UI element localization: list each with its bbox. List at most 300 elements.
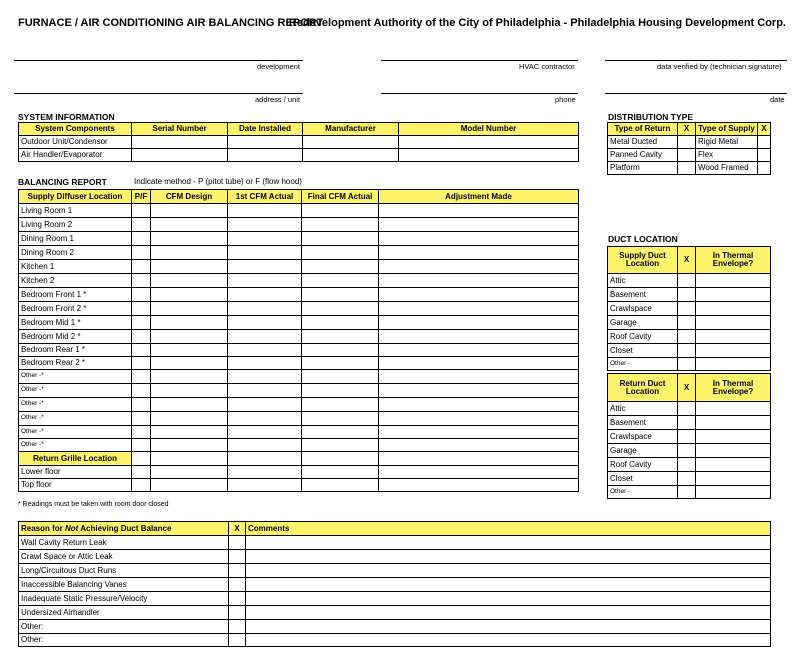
return-grille-heading: Return Grille Location	[19, 452, 132, 466]
adjustment-cell[interactable]	[379, 384, 579, 398]
cfm-design-cell[interactable]	[151, 246, 228, 260]
reasons-table	[18, 521, 771, 647]
first-cfm-cell[interactable]	[228, 232, 302, 246]
location-label: Dining Room 1	[19, 232, 132, 246]
comments-cell[interactable]	[246, 620, 771, 634]
pf-cell[interactable]	[132, 302, 151, 316]
duct-location-heading: DUCT LOCATION	[608, 234, 678, 244]
cfm-design-cell[interactable]	[151, 232, 228, 246]
table-row	[19, 232, 579, 246]
pf-cell[interactable]	[132, 398, 151, 412]
cfm-design-cell[interactable]	[151, 384, 228, 398]
component-label: Air Handler/Evaporator	[19, 149, 132, 162]
col-first-cfm-actual: 1st CFM Actual	[228, 190, 302, 204]
thermal-envelope-cell[interactable]	[696, 344, 771, 358]
location-label: Kitchen 1	[19, 260, 132, 274]
cfm-design-cell[interactable]	[151, 357, 228, 370]
hvac-contractor-line[interactable]	[381, 60, 578, 61]
location-label: Other -*	[19, 398, 132, 412]
location-label: Kitchen 2	[19, 274, 132, 288]
location-label: Bedroom Rear 1 *	[19, 344, 132, 357]
balancing-heading: BALANCING REPORT	[18, 177, 107, 187]
reason-prefix: Reason for	[21, 523, 66, 533]
comments-cell[interactable]	[246, 536, 771, 550]
table-row	[19, 578, 771, 592]
cfm-design-cell[interactable]	[151, 288, 228, 302]
pf-cell[interactable]	[132, 452, 151, 466]
adjustment-cell[interactable]	[379, 232, 579, 246]
pf-cell[interactable]	[132, 316, 151, 330]
adjustment-cell[interactable]	[379, 204, 579, 218]
supply-type-label: Rigid Metal	[696, 136, 758, 149]
pf-cell[interactable]	[132, 426, 151, 439]
reason-check-cell[interactable]	[229, 578, 246, 592]
duct-location-label: Attic	[608, 402, 678, 416]
cfm-design-cell[interactable]	[151, 260, 228, 274]
pf-cell[interactable]	[132, 384, 151, 398]
return-duct-table	[607, 373, 771, 499]
table-row	[19, 479, 579, 492]
thermal-envelope-cell[interactable]	[696, 274, 771, 288]
duct-location-label: Other -	[608, 486, 678, 499]
comments-cell[interactable]	[246, 550, 771, 564]
system-info-table	[18, 122, 579, 162]
col-adjustment-made: Adjustment Made	[379, 190, 579, 204]
model-cell[interactable]	[399, 149, 579, 162]
duct-check-cell[interactable]	[678, 330, 696, 344]
cfm-design-cell[interactable]	[151, 466, 228, 479]
location-label: Other -*	[19, 370, 132, 384]
development-line[interactable]	[14, 60, 303, 61]
adjustment-cell[interactable]	[379, 344, 579, 357]
reason-label: Other:	[19, 620, 229, 634]
first-cfm-cell[interactable]	[228, 384, 302, 398]
col-serial-number: Serial Number	[132, 123, 228, 136]
first-cfm-cell[interactable]	[228, 288, 302, 302]
table-row	[19, 149, 579, 162]
reason-label: Undersized Airhandler	[19, 606, 229, 620]
pf-cell[interactable]	[132, 344, 151, 357]
thermal-envelope-cell[interactable]	[696, 430, 771, 444]
reason-label: Inaccessible Balancing Vanes	[19, 578, 229, 592]
organization-name: Redevelopment Authority of the City of Philadelphia - Philadelphia Housing Development Corp.	[288, 17, 786, 29]
first-cfm-cell[interactable]	[228, 439, 302, 452]
adjustment-cell[interactable]	[379, 316, 579, 330]
table-row	[19, 412, 579, 426]
location-label: Bedroom Rear 2 *	[19, 357, 132, 370]
final-cfm-cell[interactable]	[302, 204, 379, 218]
supply-check-cell[interactable]	[758, 136, 771, 149]
location-label: Top floor	[19, 479, 132, 492]
date-line[interactable]	[605, 93, 787, 94]
duct-location-label: Attic	[608, 274, 678, 288]
final-cfm-cell[interactable]	[302, 274, 379, 288]
table-row	[19, 330, 579, 344]
table-row	[608, 149, 771, 162]
first-cfm-cell[interactable]	[228, 398, 302, 412]
thermal-envelope-cell[interactable]	[696, 358, 771, 371]
col-final-cfm-actual: Final CFM Actual	[302, 190, 379, 204]
reason-check-cell[interactable]	[229, 634, 246, 647]
first-cfm-cell[interactable]	[228, 412, 302, 426]
reason-suffix: Achieving Duct Balance	[78, 523, 172, 533]
first-cfm-cell[interactable]	[228, 246, 302, 260]
system-info-heading: SYSTEM INFORMATION	[18, 112, 115, 122]
table-row	[19, 452, 579, 466]
balancing-table	[18, 189, 579, 492]
serial-cell[interactable]	[132, 136, 228, 149]
duct-check-cell[interactable]	[678, 458, 696, 472]
report-title: FURNACE / AIR CONDITIONING AIR BALANCING REPORT	[18, 17, 324, 29]
table-row	[608, 302, 771, 316]
pf-cell[interactable]	[132, 260, 151, 274]
table-row	[19, 344, 579, 357]
cfm-design-cell[interactable]	[151, 479, 228, 492]
table-row	[608, 330, 771, 344]
table-row	[19, 302, 579, 316]
table-row	[19, 357, 579, 370]
adjustment-cell[interactable]	[379, 302, 579, 316]
duct-check-cell[interactable]	[678, 444, 696, 458]
table-row	[608, 430, 771, 444]
adjustment-cell[interactable]	[379, 479, 579, 492]
method-instruction: Indicate method - P (pitot tube) or F (flow hood)	[134, 177, 302, 186]
location-label: Dining Room 2	[19, 246, 132, 260]
supply-check-cell[interactable]	[758, 162, 771, 175]
duct-location-label: Other -	[608, 358, 678, 371]
cfm-design-cell[interactable]	[151, 330, 228, 344]
final-cfm-cell[interactable]	[302, 330, 379, 344]
final-cfm-cell[interactable]	[302, 398, 379, 412]
distribution-heading: DISTRIBUTION TYPE	[608, 112, 694, 122]
first-cfm-cell[interactable]	[228, 218, 302, 232]
comments-cell[interactable]	[246, 606, 771, 620]
final-cfm-cell[interactable]	[302, 218, 379, 232]
thermal-envelope-cell[interactable]	[696, 330, 771, 344]
verified-by-caption: data verified by (technician signature)	[657, 62, 782, 71]
col-supply-duct-location: Supply Duct Location	[608, 247, 678, 274]
thermal-envelope-cell[interactable]	[696, 288, 771, 302]
table-row	[19, 316, 579, 330]
cfm-design-cell[interactable]	[151, 302, 228, 316]
col-reason	[19, 522, 229, 536]
table-row	[19, 550, 771, 564]
table-row	[19, 384, 579, 398]
manufacturer-cell[interactable]	[303, 136, 399, 149]
adjustment-cell[interactable]	[379, 330, 579, 344]
final-cfm-cell[interactable]	[302, 246, 379, 260]
cfm-design-cell[interactable]	[151, 426, 228, 439]
table-row	[19, 136, 579, 149]
first-cfm-cell[interactable]	[228, 357, 302, 370]
cfm-design-cell[interactable]	[151, 274, 228, 288]
table-row	[608, 486, 771, 499]
duct-check-cell[interactable]	[678, 416, 696, 430]
final-cfm-cell[interactable]	[302, 466, 379, 479]
location-label: Other -*	[19, 439, 132, 452]
location-label: Other -*	[19, 384, 132, 398]
cfm-design-cell[interactable]	[151, 316, 228, 330]
address-caption: address / unit	[255, 95, 301, 104]
reason-label: Crawl Space or Attic Leak	[19, 550, 229, 564]
final-cfm-cell[interactable]	[302, 357, 379, 370]
cfm-design-cell[interactable]	[151, 398, 228, 412]
table-row	[608, 358, 771, 371]
date-cell[interactable]	[228, 136, 303, 149]
reason-check-cell[interactable]	[229, 606, 246, 620]
thermal-envelope-cell[interactable]	[696, 486, 771, 499]
first-cfm-cell[interactable]	[228, 426, 302, 439]
date-cell[interactable]	[228, 149, 303, 162]
col-supply-thermal-envelope: In Thermal Envelope?	[696, 247, 771, 274]
table-row	[19, 606, 771, 620]
reason-label: Wall Cavity Return Leak	[19, 536, 229, 550]
adjustment-cell[interactable]	[379, 466, 579, 479]
reason-check-cell[interactable]	[229, 536, 246, 550]
location-label: Lower floor	[19, 466, 132, 479]
table-row	[608, 472, 771, 486]
duct-location-label: Roof Cavity	[608, 330, 678, 344]
cfm-design-cell[interactable]	[151, 204, 228, 218]
adjustment-cell[interactable]	[379, 398, 579, 412]
table-row	[19, 260, 579, 274]
duct-location-label: Garage	[608, 316, 678, 330]
phone-caption: phone	[555, 95, 576, 104]
location-label: Other -*	[19, 426, 132, 439]
comments-cell[interactable]	[246, 592, 771, 606]
thermal-envelope-cell[interactable]	[696, 458, 771, 472]
final-cfm-cell[interactable]	[302, 479, 379, 492]
duct-location-label: Closet	[608, 472, 678, 486]
table-row	[19, 466, 579, 479]
location-label: Other -*	[19, 412, 132, 426]
final-cfm-cell[interactable]	[302, 426, 379, 439]
col-return-thermal-envelope: In Thermal Envelope?	[696, 374, 771, 402]
pf-cell[interactable]	[132, 439, 151, 452]
adjustment-cell[interactable]	[379, 439, 579, 452]
final-cfm-cell[interactable]	[302, 288, 379, 302]
reason-check-cell[interactable]	[229, 620, 246, 634]
thermal-envelope-cell[interactable]	[696, 472, 771, 486]
verified-by-line[interactable]	[605, 60, 787, 61]
adjustment-cell[interactable]	[379, 412, 579, 426]
return-type-label: Panned Cavity	[608, 149, 678, 162]
col-pf: P/F	[132, 190, 151, 204]
table-row	[608, 402, 771, 416]
pf-cell[interactable]	[132, 274, 151, 288]
final-cfm-cell[interactable]	[302, 370, 379, 384]
duct-check-cell[interactable]	[678, 472, 696, 486]
duct-check-cell[interactable]	[678, 486, 696, 499]
adjustment-cell[interactable]	[379, 426, 579, 439]
manufacturer-cell[interactable]	[303, 149, 399, 162]
adjustment-cell[interactable]	[379, 370, 579, 384]
table-row	[19, 620, 771, 634]
pf-cell[interactable]	[132, 288, 151, 302]
duct-check-cell[interactable]	[678, 344, 696, 358]
first-cfm-cell[interactable]	[228, 260, 302, 274]
duct-location-label: Closet	[608, 344, 678, 358]
table-row	[19, 439, 579, 452]
return-type-label: Platform	[608, 162, 678, 175]
pf-cell[interactable]	[132, 357, 151, 370]
first-cfm-cell[interactable]	[228, 452, 302, 466]
final-cfm-cell[interactable]	[302, 302, 379, 316]
first-cfm-cell[interactable]	[228, 330, 302, 344]
table-row	[19, 288, 579, 302]
final-cfm-cell[interactable]	[302, 452, 379, 466]
final-cfm-cell[interactable]	[302, 232, 379, 246]
thermal-envelope-cell[interactable]	[696, 402, 771, 416]
table-row	[608, 344, 771, 358]
serial-cell[interactable]	[132, 149, 228, 162]
duct-location-label: Basement	[608, 416, 678, 430]
table-row	[608, 274, 771, 288]
supply-type-label: Wood Framed	[696, 162, 758, 175]
duct-check-cell[interactable]	[678, 274, 696, 288]
col-return-x: X	[678, 123, 696, 136]
final-cfm-cell[interactable]	[302, 344, 379, 357]
thermal-envelope-cell[interactable]	[696, 416, 771, 430]
adjustment-cell[interactable]	[379, 274, 579, 288]
first-cfm-cell[interactable]	[228, 466, 302, 479]
thermal-envelope-cell[interactable]	[696, 444, 771, 458]
pf-cell[interactable]	[132, 246, 151, 260]
col-return-duct-x: X	[678, 374, 696, 402]
final-cfm-cell[interactable]	[302, 439, 379, 452]
adjustment-cell[interactable]	[379, 218, 579, 232]
pf-cell[interactable]	[132, 412, 151, 426]
pf-cell[interactable]	[132, 479, 151, 492]
distribution-table	[607, 122, 771, 175]
final-cfm-cell[interactable]	[302, 260, 379, 274]
comments-cell[interactable]	[246, 578, 771, 592]
model-cell[interactable]	[399, 136, 579, 149]
reason-check-cell[interactable]	[229, 592, 246, 606]
adjustment-cell[interactable]	[379, 288, 579, 302]
col-return-duct-location: Return Duct Location	[608, 374, 678, 402]
return-check-cell[interactable]	[678, 149, 696, 162]
final-cfm-cell[interactable]	[302, 316, 379, 330]
pf-cell[interactable]	[132, 330, 151, 344]
component-label: Outdoor Unit/Condensor	[19, 136, 132, 149]
duct-check-cell[interactable]	[678, 316, 696, 330]
first-cfm-cell[interactable]	[228, 370, 302, 384]
table-row	[19, 426, 579, 439]
first-cfm-cell[interactable]	[228, 302, 302, 316]
first-cfm-cell[interactable]	[228, 274, 302, 288]
table-row	[19, 218, 579, 232]
final-cfm-cell[interactable]	[302, 412, 379, 426]
duct-location-label: Garage	[608, 444, 678, 458]
col-type-of-supply: Type of Supply	[696, 123, 758, 136]
reason-not: Not	[65, 523, 79, 533]
location-label: Bedroom Mid 2 *	[19, 330, 132, 344]
first-cfm-cell[interactable]	[228, 316, 302, 330]
col-reason-x: X	[229, 522, 246, 536]
col-cfm-design: CFM Design	[151, 190, 228, 204]
supply-type-label: Flex	[696, 149, 758, 162]
final-cfm-cell[interactable]	[302, 384, 379, 398]
cfm-design-cell[interactable]	[151, 370, 228, 384]
address-line[interactable]	[14, 93, 303, 94]
phone-line[interactable]	[381, 93, 578, 94]
cfm-design-cell[interactable]	[151, 412, 228, 426]
return-check-cell[interactable]	[678, 136, 696, 149]
adjustment-cell[interactable]	[379, 246, 579, 260]
pf-cell[interactable]	[132, 204, 151, 218]
duct-check-cell[interactable]	[678, 288, 696, 302]
col-model-number: Model Number	[399, 123, 579, 136]
reason-check-cell[interactable]	[229, 564, 246, 578]
date-caption: date	[770, 95, 785, 104]
comments-cell[interactable]	[246, 564, 771, 578]
table-row	[19, 204, 579, 218]
development-caption: development	[257, 62, 300, 71]
table-row	[19, 398, 579, 412]
pf-cell[interactable]	[132, 466, 151, 479]
duct-check-cell[interactable]	[678, 430, 696, 444]
duct-location-label: Crawlspace	[608, 302, 678, 316]
table-row	[608, 288, 771, 302]
adjustment-cell[interactable]	[379, 452, 579, 466]
col-date-installed: Date Installed	[228, 123, 303, 136]
cfm-design-cell[interactable]	[151, 439, 228, 452]
adjustment-cell[interactable]	[379, 357, 579, 370]
duct-location-label: Roof Cavity	[608, 458, 678, 472]
return-check-cell[interactable]	[678, 162, 696, 175]
readings-footnote: * Readings must be taken with room door closed	[18, 501, 169, 508]
table-row	[19, 634, 771, 647]
supply-check-cell[interactable]	[758, 149, 771, 162]
comments-cell[interactable]	[246, 634, 771, 647]
cfm-design-cell[interactable]	[151, 344, 228, 357]
pf-cell[interactable]	[132, 232, 151, 246]
table-row	[608, 444, 771, 458]
pf-cell[interactable]	[132, 218, 151, 232]
return-type-label: Metal Ducted	[608, 136, 678, 149]
adjustment-cell[interactable]	[379, 260, 579, 274]
cfm-design-cell[interactable]	[151, 218, 228, 232]
col-comments: Comments	[246, 522, 771, 536]
col-supply-duct-x: X	[678, 247, 696, 274]
table-row	[19, 246, 579, 260]
first-cfm-cell[interactable]	[228, 204, 302, 218]
table-row	[608, 458, 771, 472]
table-row	[608, 162, 771, 175]
thermal-envelope-cell[interactable]	[696, 316, 771, 330]
cfm-design-cell[interactable]	[151, 452, 228, 466]
reason-label: Inadequate Static Pressure/Velocity	[19, 592, 229, 606]
location-label: Bedroom Mid 1 *	[19, 316, 132, 330]
reason-label: Other:	[19, 634, 229, 647]
table-row	[19, 592, 771, 606]
col-supply-diffuser-location: Supply Diffuser Location	[19, 190, 132, 204]
location-label: Living Room 1	[19, 204, 132, 218]
first-cfm-cell[interactable]	[228, 344, 302, 357]
duct-check-cell[interactable]	[678, 302, 696, 316]
table-row	[19, 564, 771, 578]
pf-cell[interactable]	[132, 370, 151, 384]
duct-check-cell[interactable]	[678, 402, 696, 416]
supply-duct-table	[607, 246, 771, 371]
col-manufacturer: Manufacturer	[303, 123, 399, 136]
first-cfm-cell[interactable]	[228, 479, 302, 492]
thermal-envelope-cell[interactable]	[696, 302, 771, 316]
reason-check-cell[interactable]	[229, 550, 246, 564]
duct-check-cell[interactable]	[678, 358, 696, 371]
col-system-components: System Components	[19, 123, 132, 136]
